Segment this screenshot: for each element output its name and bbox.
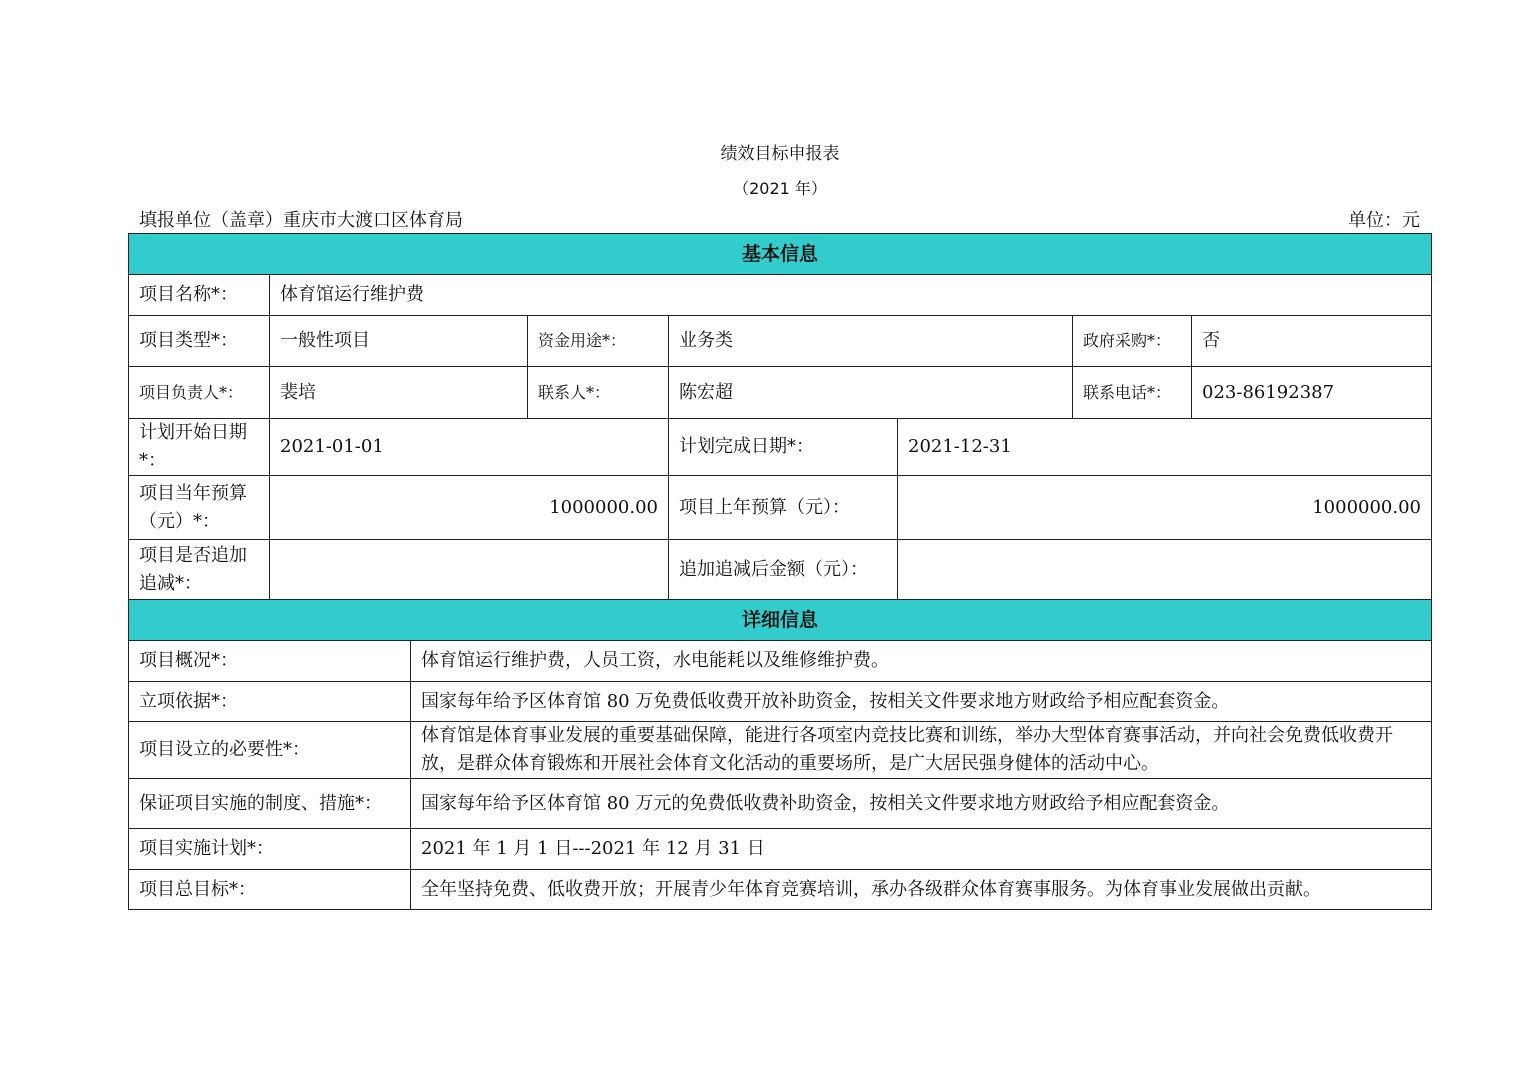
table-row bbox=[129, 641, 1432, 682]
basis-label: 立项依据*： bbox=[129, 682, 411, 722]
project-type-label: 项目类型*： bbox=[129, 316, 270, 367]
procurement-value: 否 bbox=[1192, 316, 1432, 367]
end-date-value: 2021-12-31 bbox=[898, 419, 1432, 476]
overview-label: 项目概况*： bbox=[129, 641, 411, 682]
leader-value: 裴培 bbox=[270, 367, 528, 419]
end-date-label: 计划完成日期*： bbox=[669, 419, 898, 476]
project-type-value: 一般性项目 bbox=[270, 316, 528, 367]
current-budget-label: 项目当年预算（元）*： bbox=[129, 476, 270, 540]
project-name-value: 体育馆运行维护费 bbox=[270, 275, 1432, 316]
adjusted-amount-value bbox=[898, 540, 1432, 600]
section-detail-info: 详细信息 bbox=[129, 600, 1432, 641]
measures-value: 国家每年给予区体育馆 80 万元的免费低收费补助资金，按相关文件要求地方财政给予相应配套资金。 bbox=[411, 779, 1432, 829]
measures-label: 保证项目实施的制度、措施*： bbox=[129, 779, 411, 829]
table-row bbox=[129, 829, 1432, 870]
start-date-label: 计划开始日期*： bbox=[129, 419, 270, 476]
project-name-label: 项目名称*： bbox=[129, 275, 270, 316]
necessity-label: 项目设立的必要性*： bbox=[129, 722, 411, 779]
plan-value: 2021 年 1 月 1 日---2021 年 12 月 31 日 bbox=[411, 829, 1432, 870]
adjust-value bbox=[270, 540, 669, 600]
form-title: 绩效目标申报表 bbox=[720, 144, 840, 164]
basis-value: 国家每年给予区体育馆 80 万免费低收费开放补助资金，按相关文件要求地方财政给予相应配套资金。 bbox=[411, 682, 1432, 722]
procurement-label: 政府采购*： bbox=[1073, 316, 1192, 367]
currency-unit: 单位：元 bbox=[1348, 210, 1420, 231]
contact-value: 陈宏超 bbox=[669, 367, 1073, 419]
adjust-label: 项目是否追加追减*： bbox=[129, 540, 270, 600]
previous-budget-label: 项目上年预算（元）： bbox=[669, 476, 898, 540]
necessity-value: 体育馆是体育事业发展的重要基础保障，能进行各项室内竞技比赛和训练，举办大型体育赛事活动，并向社会免费低收费开放，是群众体育锻炼和开展社会体育文化活动的重要场所，是广大居民强身健体的活动中心。 bbox=[411, 722, 1432, 779]
performance-form-table bbox=[128, 233, 1432, 910]
adjusted-amount-label: 追加追减后金额（元）： bbox=[669, 540, 898, 600]
table-row bbox=[129, 722, 1432, 779]
plan-label: 项目实施计划*： bbox=[129, 829, 411, 870]
goal-value: 全年坚持免费、低收费开放；开展青少年体育竞赛培训，承办各级群众体育赛事服务。为体育事业发展做出贡献。 bbox=[411, 870, 1432, 910]
previous-budget-value: 1000000.00 bbox=[898, 476, 1432, 540]
leader-label: 项目负责人*： bbox=[129, 367, 270, 419]
filling-unit: 填报单位（盖章）重庆市大渡口区体育局 bbox=[139, 210, 463, 231]
contact-label: 联系人*： bbox=[528, 367, 669, 419]
phone-value: 023-86192387 bbox=[1192, 367, 1432, 419]
table-row bbox=[129, 870, 1432, 910]
current-budget-value: 1000000.00 bbox=[270, 476, 669, 540]
phone-label: 联系电话*： bbox=[1073, 367, 1192, 419]
section-basic-info: 基本信息 bbox=[129, 234, 1432, 275]
fund-use-label: 资金用途*： bbox=[528, 316, 669, 367]
form-year: （2021 年） bbox=[733, 179, 827, 198]
start-date-value: 2021-01-01 bbox=[270, 419, 669, 476]
overview-value: 体育馆运行维护费，人员工资，水电能耗以及维修维护费。 bbox=[411, 641, 1432, 682]
fund-use-value: 业务类 bbox=[669, 316, 1073, 367]
goal-label: 项目总目标*： bbox=[129, 870, 411, 910]
table-row bbox=[129, 682, 1432, 722]
table-row bbox=[129, 779, 1432, 829]
